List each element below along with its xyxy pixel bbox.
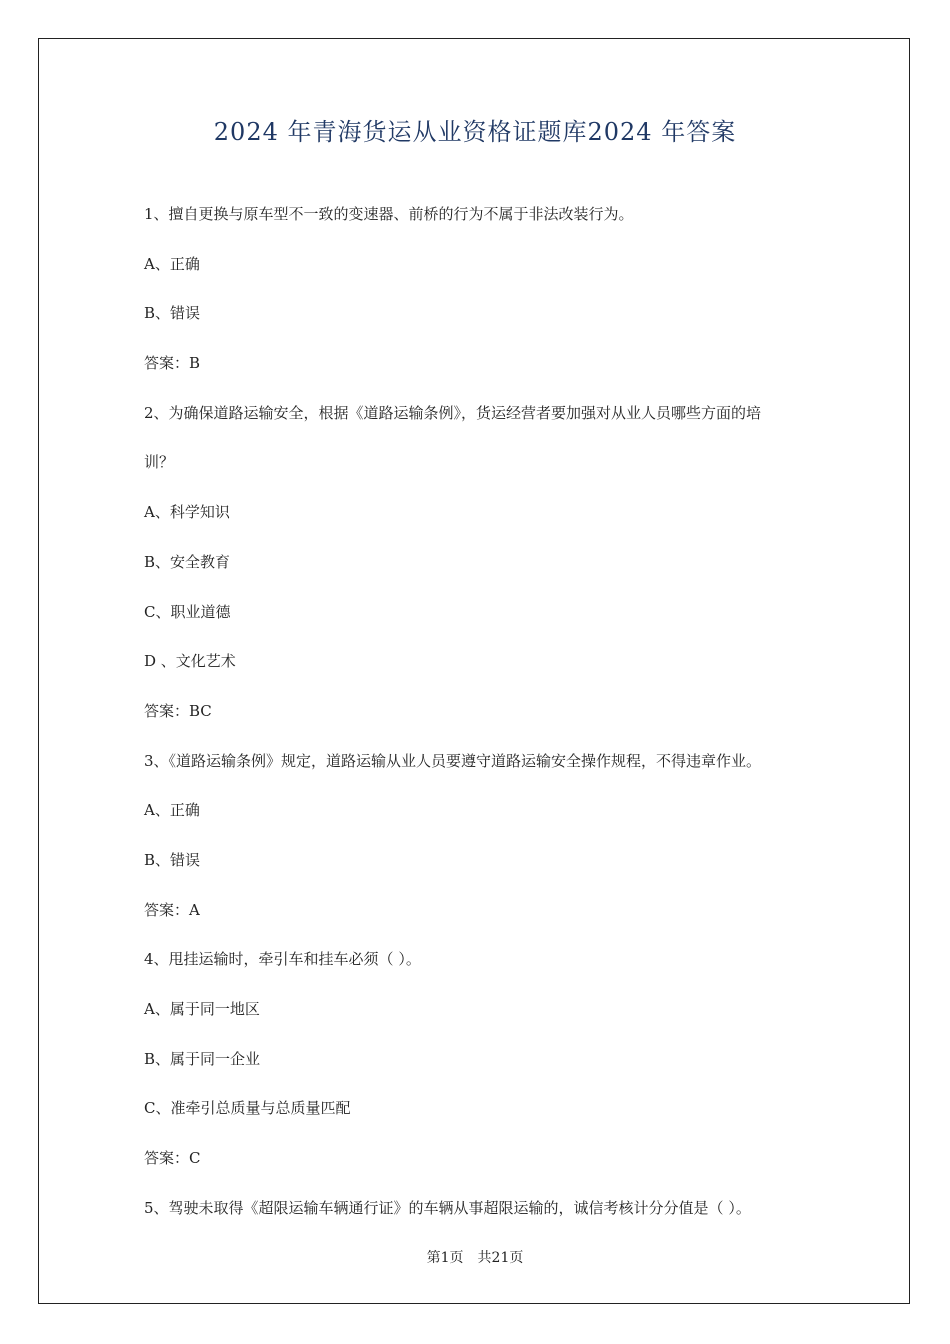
question-5-text: 5、驾驶未取得《超限运输车辆通行证》的车辆从事超限运输的，诚信考核计分分值是（ ）。 [144,1198,751,1217]
option-c: C、职业道德 [144,602,231,621]
page-footer [0,1247,950,1267]
question-1-text: 1、擅自更换与原车型不一致的变速器、前桥的行为不属于非法改装行为。 [144,205,634,223]
option-a: A、属于同一地区 [144,1000,260,1018]
option-b: B、错误 [144,850,201,869]
option-a: A、正确 [144,254,200,273]
option-a: A、科学知识 [144,503,230,522]
question-4-text: 4、甩挂运输时，牵引车和挂车必须（ ）。 [144,950,421,969]
option-b: B、安全教育 [144,552,231,571]
question-2-text: 2、为确保道路运输安全，根据《道路运输条例》，货运经营者要加强对从业人员哪些方面的培 [144,403,762,422]
option-d: D 、文化艺术 [144,652,236,671]
document-title: 2024 年青海货运从业资格证题库2024 年答案 [213,118,737,146]
option-c: C、准牵引总质量与总质量匹配 [144,1099,351,1118]
question-3-text: 3、《道路运输条例》规定，道路运输从业人员要遵守道路运输安全操作规程，不得违章作业。 [144,751,762,770]
option-b: B、属于同一企业 [144,1049,261,1068]
question-2-text-continued: 训？ [144,453,175,472]
question-content [144,199,824,1242]
option-b: B、错误 [144,304,201,323]
answer: 答案：A [144,900,200,919]
answer: 答案：BC [144,701,212,720]
answer: 答案：B [144,354,201,373]
answer: 答案：C [144,1149,201,1168]
option-a: A、正确 [144,801,200,820]
page-total: 共21页 [477,1250,524,1266]
page-number: 第1页 [426,1250,464,1266]
